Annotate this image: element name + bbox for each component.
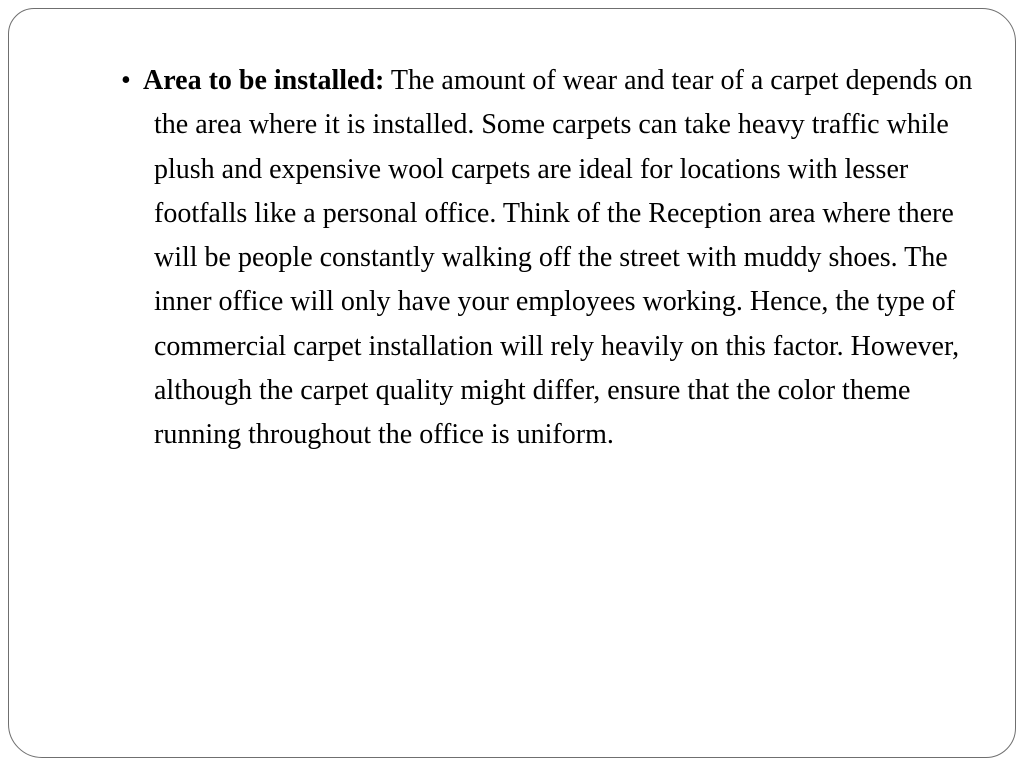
slide-frame bbox=[8, 8, 1016, 758]
bullet-body: The amount of wear and tear of a carpet depends on the area where it is installed. Some carpets can take heavy traffic while plush and expensive wool carpets are ideal for locations with lesser footfalls like a personal office. Think of the Reception area where there will be people constantly walking off the street with muddy shoes. The inner office will only have your employees working. Hence, the type of commercial carpet installation will rely heavily on this factor. However, although the carpet quality might differ, ensure that the color theme running throughout the office is uniform. bbox=[154, 65, 973, 451]
bullet-term: Area to be installed: bbox=[143, 65, 385, 96]
bullet-marker: • bbox=[121, 65, 131, 96]
bullet-list bbox=[121, 59, 981, 458]
bullet-item bbox=[121, 59, 981, 458]
